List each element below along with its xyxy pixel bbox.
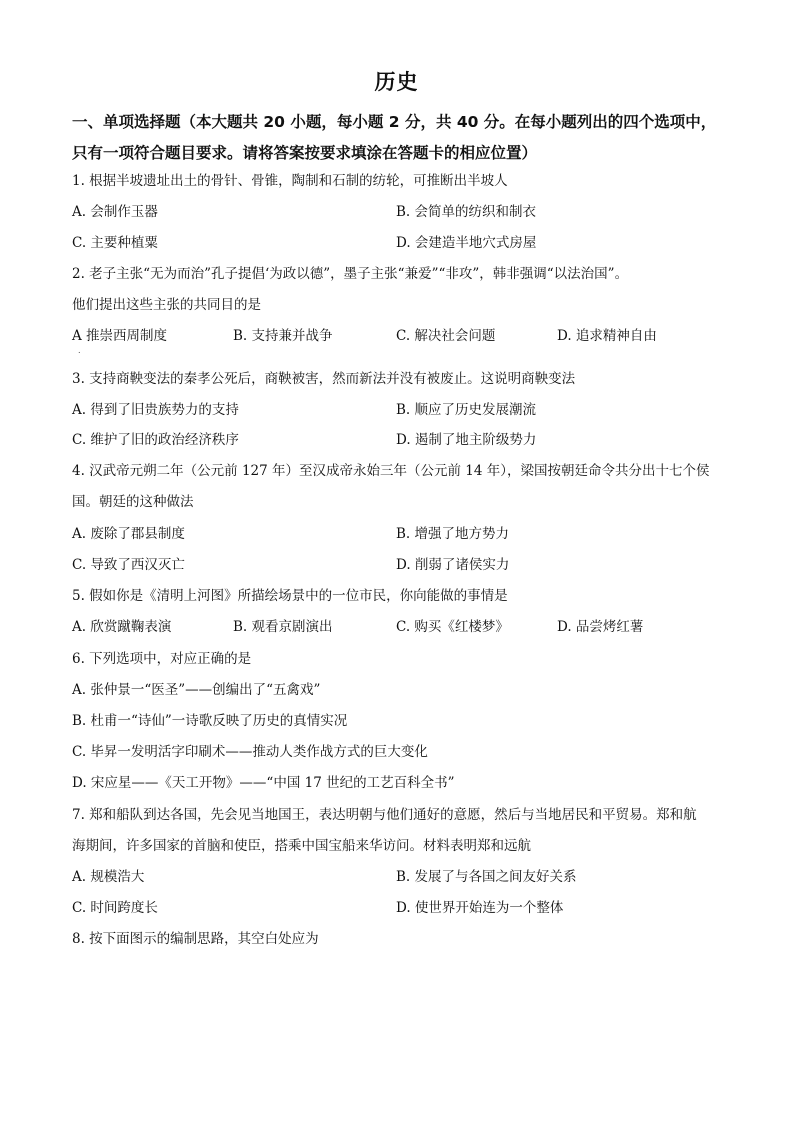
question-7-option-d: D. 使世界开始连为一个整体: [396, 900, 564, 916]
question-3-option-a: A. 得到了旧贵族势力的支持: [72, 402, 239, 418]
question-6-option-d: D. 宋应星——《天工开物》——“中国 17 世纪的工艺百科全书”: [72, 775, 455, 791]
question-4-stem-line-2: 国。朝廷的这种做法: [72, 494, 194, 510]
question-2-option-c: C. 解决社会问题: [396, 328, 496, 344]
question-1-option-a: A. 会制作玉器: [72, 204, 158, 220]
question-6-stem: 6. 下列选项中，对应正确的是: [72, 651, 252, 667]
question-4-option-c: C. 导致了西汉灭亡: [72, 557, 185, 573]
question-2-stem-line-2: 他们提出这些主张的共同目的是: [72, 297, 261, 313]
question-5-option-b: B. 观看京剧演出: [233, 619, 333, 635]
question-5-stem: 5. 假如你是《清明上河图》所描绘场景中的一位市民，你向能做的事情是: [72, 588, 508, 604]
section-heading-line-1: 一、单项选择题（本大题共 20 小题，每小题 2 分，共 40 分。在每小题列出的四个选项中，: [72, 113, 717, 131]
question-7-stem-line-2: 海期间，许多国家的首脑和使臣，搭乘中国宝船来华访问。材料表明郑和远航: [72, 838, 531, 854]
question-3-option-b: B. 顺应了历史发展潮流: [396, 402, 537, 418]
question-5-option-a: A. 欣赏蹴鞠表演: [72, 619, 172, 635]
question-2-option-b: B. 支持兼并战争: [233, 328, 333, 344]
question-1-option-b: B. 会简单的纺织和制衣: [396, 204, 537, 220]
question-5-option-c: C. 购买《红楼梦》: [396, 619, 509, 635]
stray-mark: .: [78, 346, 81, 355]
question-7-option-b: B. 发展了与各国之间友好关系: [396, 869, 577, 885]
question-2-option-a: A 推崇西周制度: [72, 328, 168, 344]
question-5-option-d: D. 品尝烤红薯: [557, 619, 644, 635]
question-7-stem-line-1: 7. 郑和船队到达各国，先会见当地国王，表达明朝与他们通好的意愿，然后与当地居民和平贸易。郑和航: [72, 807, 697, 823]
question-3-option-c: C. 维护了旧的政治经济秩序: [72, 432, 239, 448]
question-4-stem-line-1: 4. 汉武帝元朔二年（公元前 127 年）至汉成帝永始三年（公元前 14 年），梁国按朝廷命令共分出十七个侯: [72, 463, 710, 479]
question-1-stem: 1. 根据半坡遗址出土的骨针、骨锥，陶制和石制的纺轮，可推断出半坡人: [72, 173, 508, 189]
question-3-option-d: D. 遏制了地主阶级势力: [396, 432, 537, 448]
question-1-option-d: D. 会建造半地穴式房屋: [396, 235, 537, 251]
question-2-option-d: D. 追求精神自由: [557, 328, 657, 344]
question-4-option-a: A. 废除了郡县制度: [72, 526, 185, 542]
question-4-option-b: B. 增强了地方势力: [396, 526, 510, 542]
question-6-option-c: C. 毕昇一发明活字印刷术——推动人类作战方式的巨大变化: [72, 744, 428, 760]
question-7-option-c: C. 时间跨度长: [72, 900, 158, 916]
question-4-option-d: D. 削弱了诸侯实力: [396, 557, 510, 573]
page-title: 历史: [374, 70, 419, 94]
section-heading-line-2: 只有一项符合题目要求。请将答案按要求填涂在答题卡的相应位置）: [72, 144, 538, 162]
question-3-stem: 3. 支持商鞅变法的秦孝公死后，商鞅被害，然而新法并没有被废止。这说明商鞅变法: [72, 371, 576, 387]
question-6-option-b: B. 杜甫一“诗仙”一诗歌反映了历史的真情实况: [72, 713, 348, 729]
question-6-option-a: A. 张仲景一“医圣”——创编出了“五禽戏”: [72, 682, 321, 698]
question-1-option-c: C. 主要种植粟: [72, 235, 158, 251]
question-2-stem-line-1: 2. 老子主张“无为而治”孔子提倡‘为政以德”，墨子主张“兼爱”“非攻”，韩非强调“以法治国”。: [72, 266, 629, 282]
question-8-stem: 8. 按下面图示的编制思路，其空白处应为: [72, 931, 319, 947]
section-heading: [72, 107, 732, 169]
question-7-option-a: A. 规模浩大: [72, 869, 145, 885]
